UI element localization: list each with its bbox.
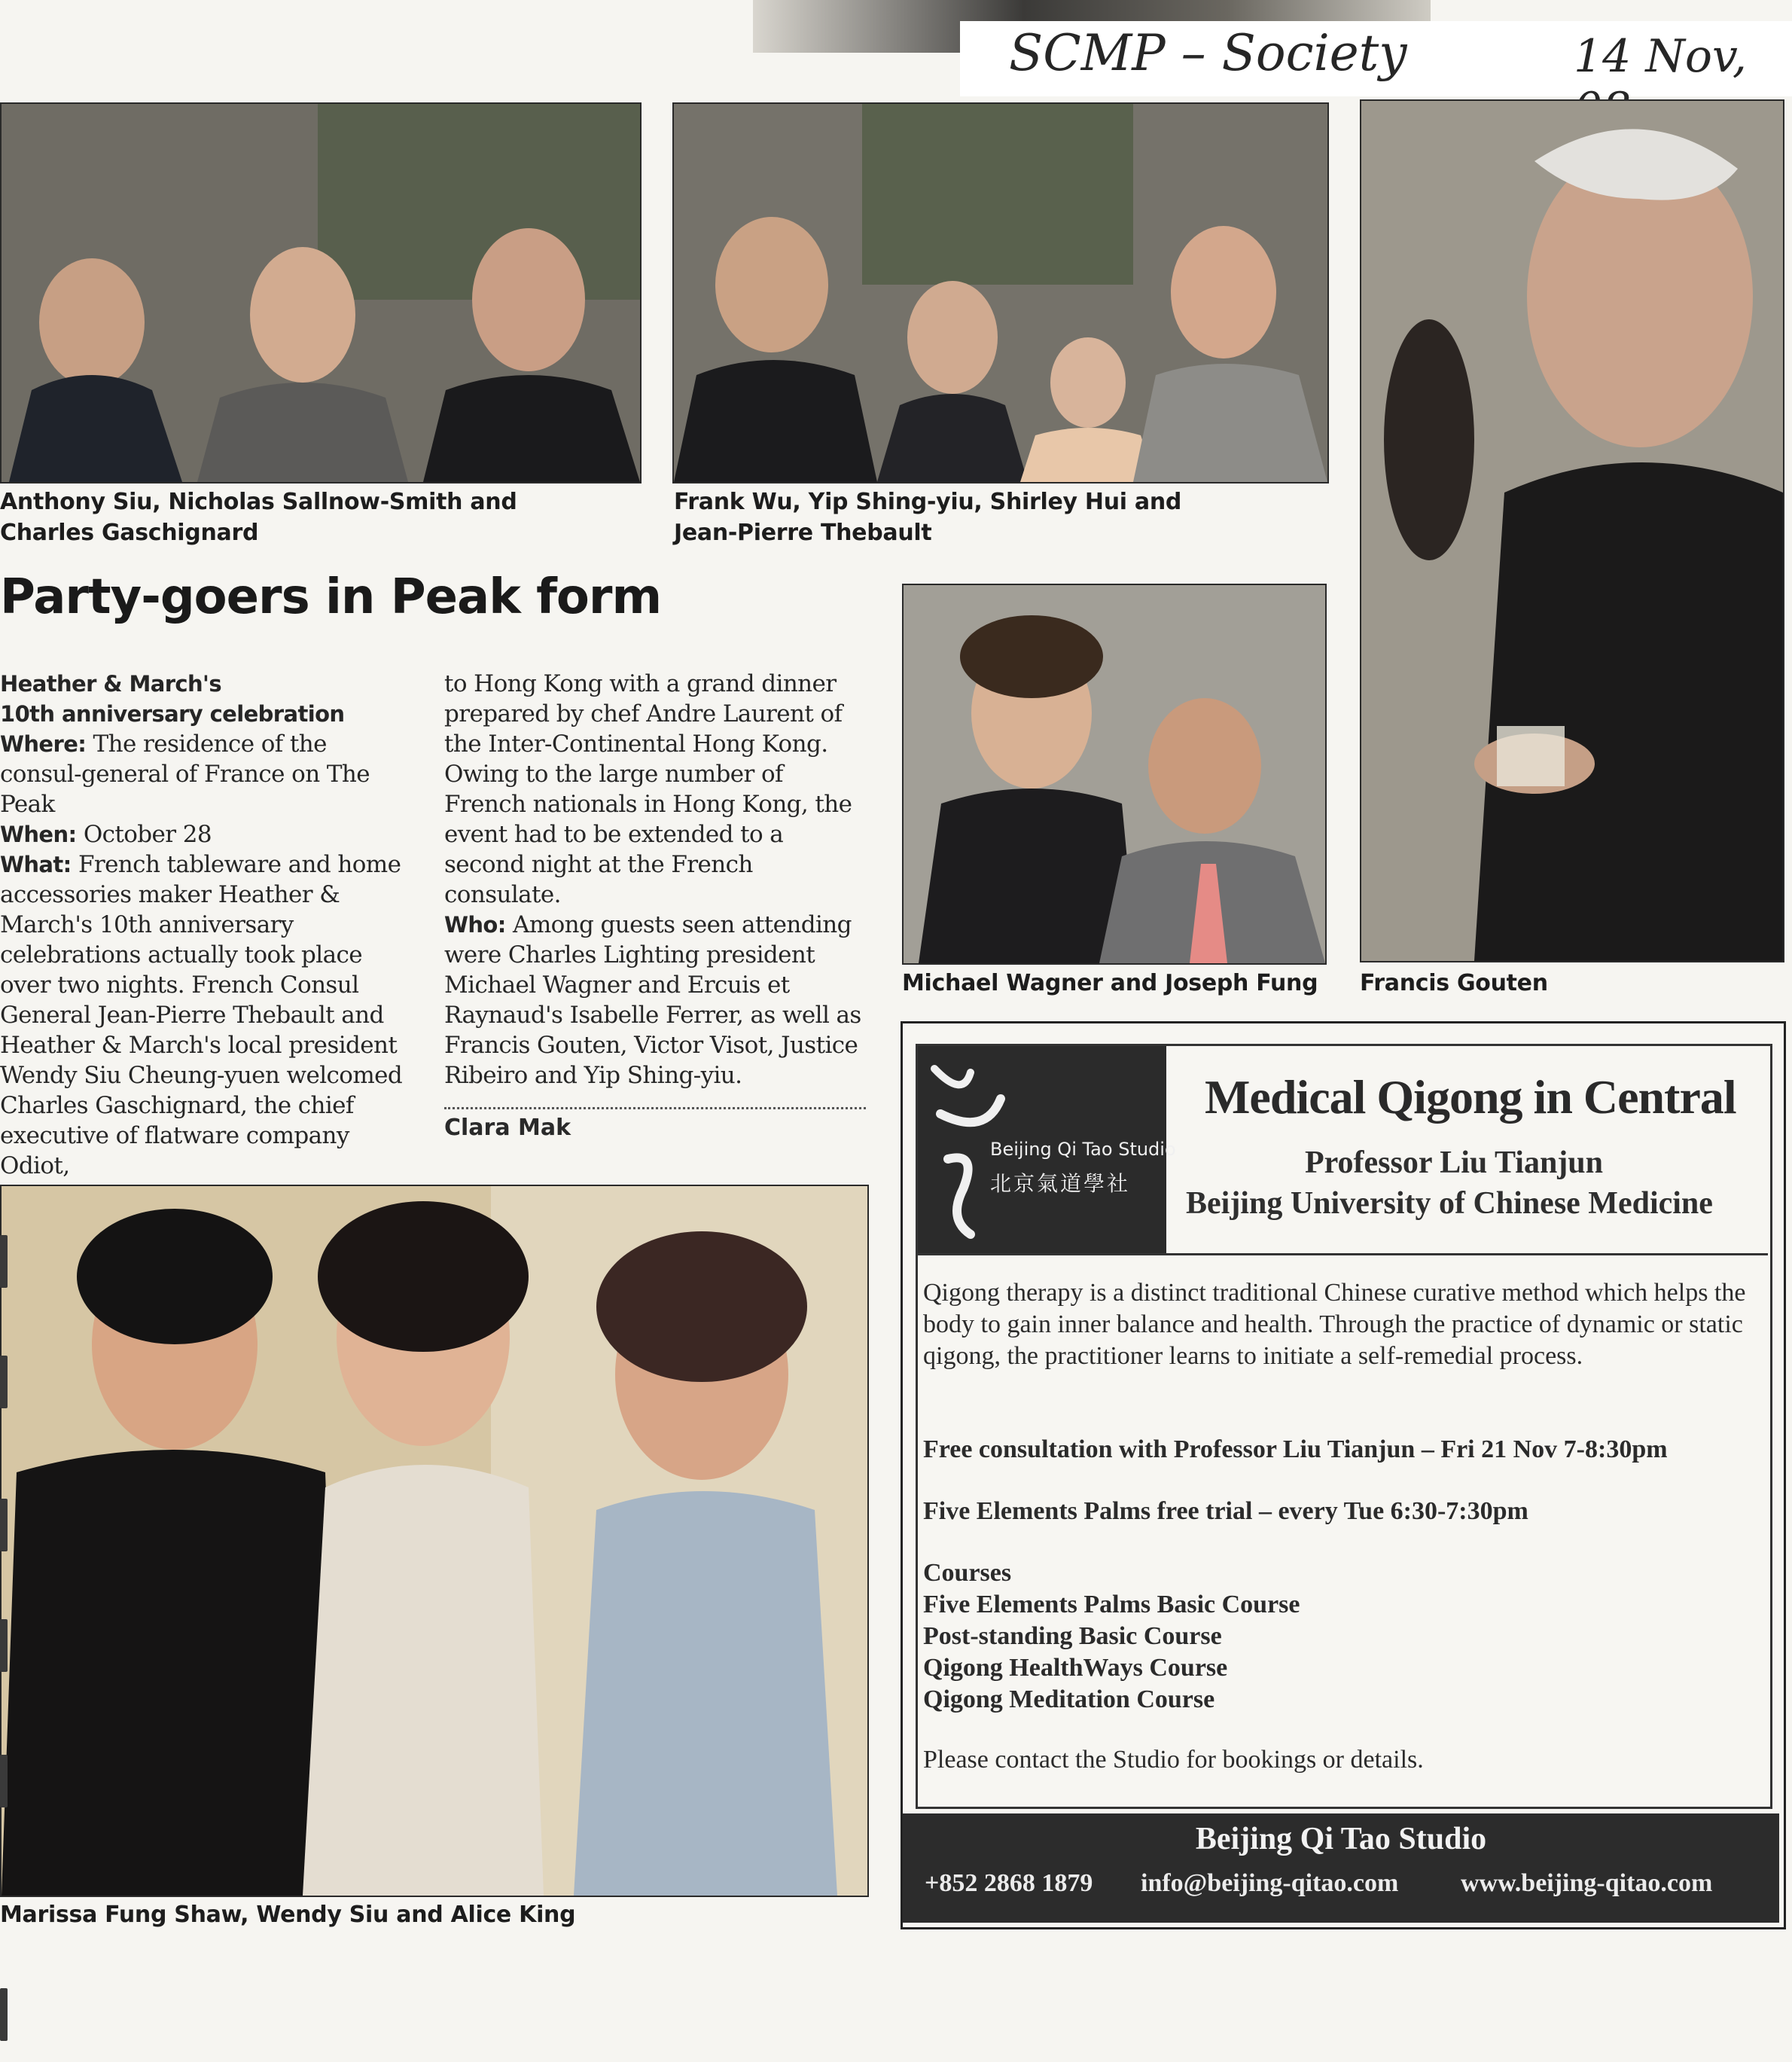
where-text: The residence of the consul-general of France on The Peak (0, 731, 370, 818)
ad-contact-note: Please contact the Studio for bookings or details. (923, 1746, 1424, 1774)
event-name-line1: Heather & March's (0, 671, 221, 697)
article-column-1 (0, 669, 410, 1181)
binder-mark (0, 1235, 8, 1288)
ad-subtitle-professor: Professor Liu Tianjun (1305, 1145, 1604, 1180)
column-2-text: to Hong Kong with a grand dinner prepared by chef Andre Laurent of the Inter-Continental Hong Kong. Owing to the large number of French nationals in Hong Kong, the event had to be extended to a second night at the French consulate. (444, 670, 852, 908)
caption-photo-1-line2: Charles Gaschignard (0, 520, 259, 546)
caption-photo-5: Marissa Fung Shaw, Wendy Siu and Alice King (0, 1902, 576, 1928)
who-label: Who: (444, 912, 506, 938)
ad-course-item: Five Elements Palms Basic Course (923, 1591, 1300, 1618)
photo-three-women (0, 1185, 869, 1897)
studio-logo-chinese: 北京氣道學社 (990, 1171, 1131, 1196)
photo-three-men (0, 102, 642, 483)
photo-four-guests (672, 102, 1329, 483)
article-column-2 (444, 669, 866, 1090)
ad-footer-studio-name: Beijing Qi Tao Studio (1195, 1822, 1487, 1856)
when-text: October 28 (83, 821, 212, 848)
studio-logo-english: Beijing Qi Tao Studio (990, 1139, 1176, 1160)
source-note: SCMP – Society (1009, 24, 1407, 82)
caption-photo-2-line2: Jean-Pierre Thebault (674, 520, 932, 546)
ad-offer-trial: Five Elements Palms free trial – every Tue 6:30-7:30pm (923, 1497, 1528, 1525)
when-paragraph (0, 819, 410, 850)
when-label: When: (0, 822, 77, 847)
where-paragraph (0, 729, 410, 819)
caption-photo-2-line1: Frank Wu, Yip Shing-yiu, Shirley Hui and (674, 489, 1182, 515)
ad-course-item: Qigong Meditation Course (923, 1685, 1215, 1713)
ad-course-item: Post-standing Basic Course (923, 1622, 1222, 1650)
binder-mark (0, 1356, 8, 1408)
ad-intro-text: Qigong therapy is a distinct traditional Chinese curative method which helps the body to gain inner balance and health. Through the practice of dynamic or static qigong, the practitioner learns to initiate a self-remedial process. (923, 1279, 1746, 1370)
caption-photo-3: Michael Wagner and Joseph Fung (902, 970, 1318, 996)
byline-divider (444, 1107, 866, 1109)
ad-course-item: Qigong HealthWays Course (923, 1654, 1228, 1682)
binder-mark (0, 1755, 8, 1807)
caption-photo-1 (0, 487, 517, 548)
what-text: French tableware and home accessories maker Heather & March's 10th anniversary celebrations actually took place over two nights. French Consul General Jean-Pierre Thebault and Heather & March's local president Wendy Siu Cheung-yuen welcomed Charles Gaschignard, the chief executive of flatware company Odiot, (0, 851, 403, 1179)
ad-subtitle-university: Beijing University of Chinese Medicine (1186, 1186, 1713, 1221)
ad-email: info@beijing-qitao.com (1141, 1869, 1399, 1897)
ad-title: Medical Qigong in Central (1205, 1070, 1736, 1124)
ad-phone: +852 2868 1879 (925, 1869, 1093, 1897)
date-note: 14 Nov, (1574, 30, 1747, 83)
what-paragraph (0, 850, 410, 1181)
binder-mark (0, 1499, 8, 1551)
ad-offer-consultation: Free consultation with Professor Liu Tianjun – Fri 21 Nov 7-8:30pm (923, 1435, 1668, 1463)
photo-two-men (902, 584, 1327, 965)
ad-website: www.beijing-qitao.com (1461, 1869, 1713, 1897)
ad-courses-heading: Courses (923, 1559, 1012, 1587)
caption-photo-4: Francis Gouten (1360, 970, 1548, 996)
binder-mark (0, 1619, 8, 1672)
event-name-line2: 10th anniversary celebration (0, 701, 345, 727)
ad-header-divider (918, 1253, 1768, 1255)
caption-photo-1-line1: Anthony Siu, Nicholas Sallnow-Smith and (0, 489, 517, 515)
photo-francis-gouten (1360, 99, 1784, 962)
what-label: What: (0, 852, 72, 877)
caption-photo-2 (674, 487, 1181, 548)
who-text: Among guests seen attending were Charles Lighting president Michael Wagner and Ercuis et Raynaud's Isabelle Ferrer, as well as Francis Gouten, Victor Visot, Justice Ribeiro and Yip Shing-yiu. (444, 911, 861, 1089)
who-paragraph (444, 910, 866, 1090)
where-label: Where: (0, 731, 87, 757)
article-byline: Clara Mak (444, 1115, 571, 1141)
binder-mark (0, 1988, 8, 2041)
article-headline: Party-goers in Peak form (0, 569, 662, 625)
